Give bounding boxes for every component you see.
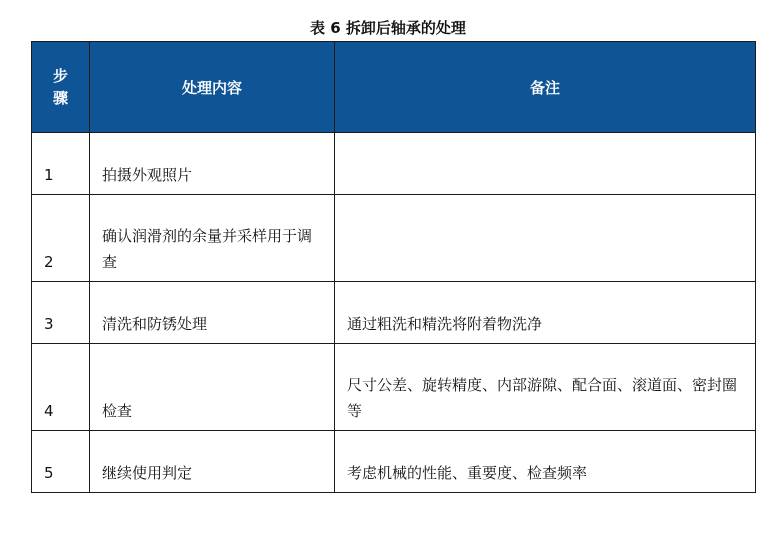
table-row [32,431,756,493]
remark-cell: 考虑机械的性能、重要度、检查频率 [335,431,756,493]
remark-cell [335,195,756,282]
header-step-line2: 骤 [52,89,68,107]
content-cell: 确认润滑剂的余量并采样用于调查 [90,195,335,282]
bearing-processing-table [31,41,756,493]
content-cell: 拍摄外观照片 [90,133,335,195]
table-row [32,344,756,431]
table-row [32,195,756,282]
header-content: 处理内容 [90,42,335,133]
step-cell: 5 [32,431,90,493]
header-remark: 备注 [335,42,756,133]
content-cell: 清洗和防锈处理 [90,282,335,344]
remark-cell [335,133,756,195]
remark-cell: 尺寸公差、旋转精度、内部游隙、配合面、滚道面、密封圈等 [335,344,756,431]
step-cell: 2 [32,195,90,282]
table-caption: 表 6 拆卸后轴承的处理 [310,19,466,37]
header-step-line1: 步 [52,67,68,85]
table-row [32,133,756,195]
step-cell: 4 [32,344,90,431]
step-cell: 1 [32,133,90,195]
header-step [32,42,90,133]
table-row [32,282,756,344]
content-cell: 继续使用判定 [90,431,335,493]
step-cell: 3 [32,282,90,344]
remark-cell: 通过粗洗和精洗将附着物洗净 [335,282,756,344]
content-cell: 检查 [90,344,335,431]
table-header-row [32,42,756,133]
